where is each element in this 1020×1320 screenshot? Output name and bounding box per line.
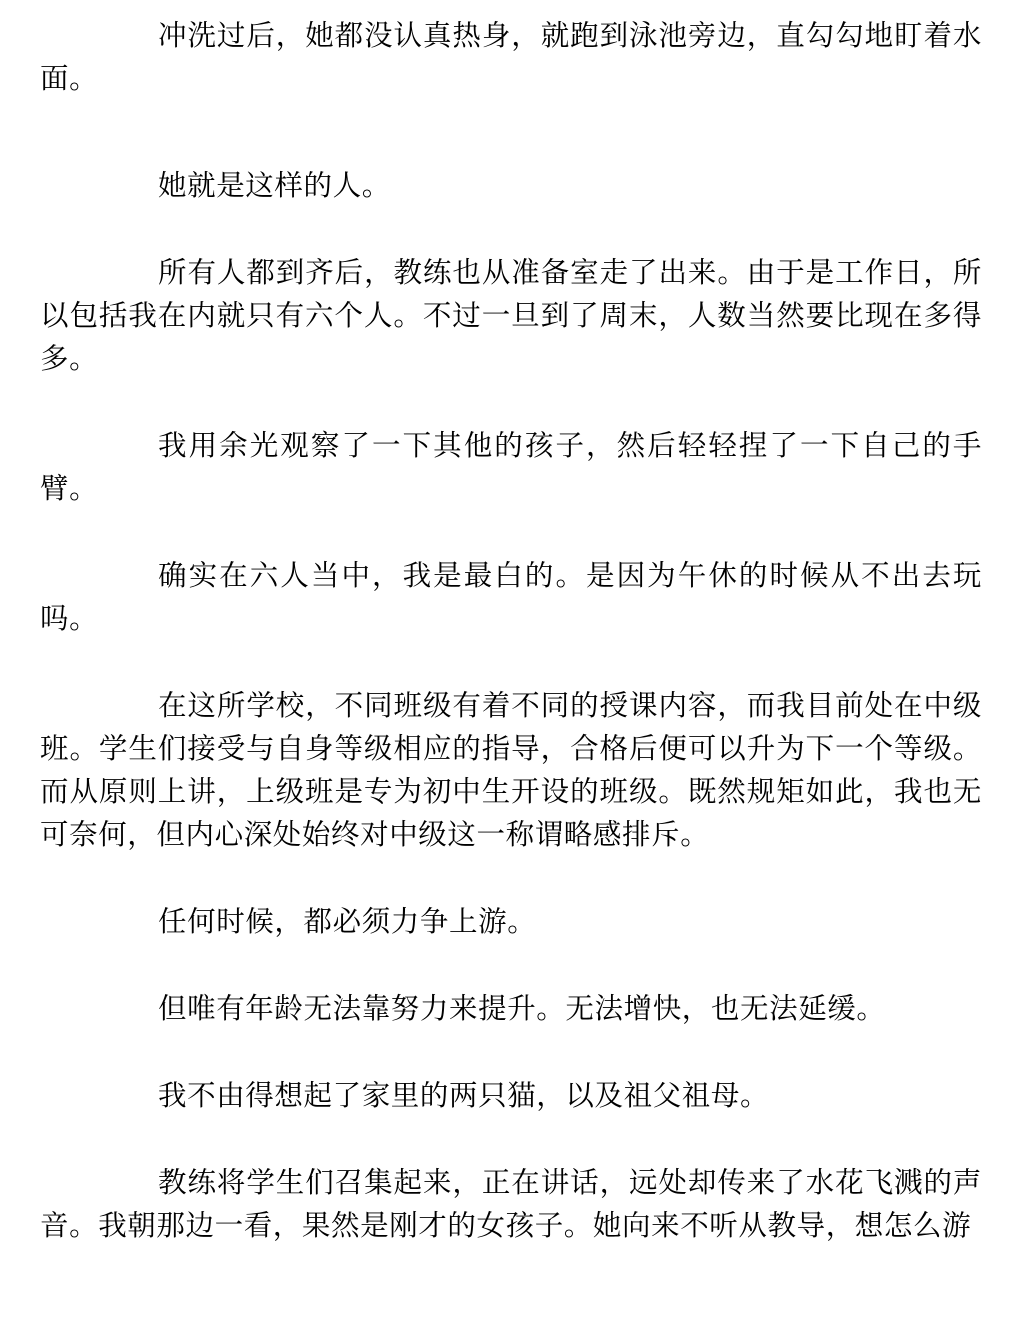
paragraph: 她就是这样的人。 — [158, 169, 391, 202]
paragraph: 在这所学校，不同班级有着不同的授课内容，而我目前处在中级班。学生们接受与自身等级相应的指导，合格后便可以升为下一个等级。而从原则上讲，上级班是专为初中生开设的班级。既然规矩如此，我也无可奈何，但内心深处始终对中级这一称谓略感排斥。 — [40, 689, 982, 851]
paragraph: 教练将学生们召集起来，正在讲话，远处却传来了水花飞溅的声音。我朝那边一看，果然是刚才的女孩子。她向来不听从教导，想怎么游 — [40, 1166, 982, 1242]
paragraph: 但唯有年龄无法靠努力来提升。无法增快，也无法延缓。 — [158, 992, 886, 1025]
paragraph: 冲洗过后，她都没认真热身，就跑到泳池旁边，直勾勾地盯着水面。 — [40, 19, 982, 95]
paragraph: 确实在六人当中，我是最白的。是因为午休的时候从不出去玩吗。 — [40, 559, 982, 635]
paragraph: 所有人都到齐后，教练也从准备室走了出来。由于是工作日，所以包括我在内就只有六个人。不过一旦到了周末，人数当然要比现在多得多。 — [40, 256, 982, 375]
paragraph: 我用余光观察了一下其他的孩子，然后轻轻捏了一下自己的手臂。 — [40, 429, 982, 505]
document-body — [40, 14, 982, 1247]
paragraph: 任何时候，都必须力争上游。 — [158, 905, 537, 938]
paragraph: 我不由得想起了家里的两只猫，以及祖父祖母。 — [158, 1079, 770, 1112]
